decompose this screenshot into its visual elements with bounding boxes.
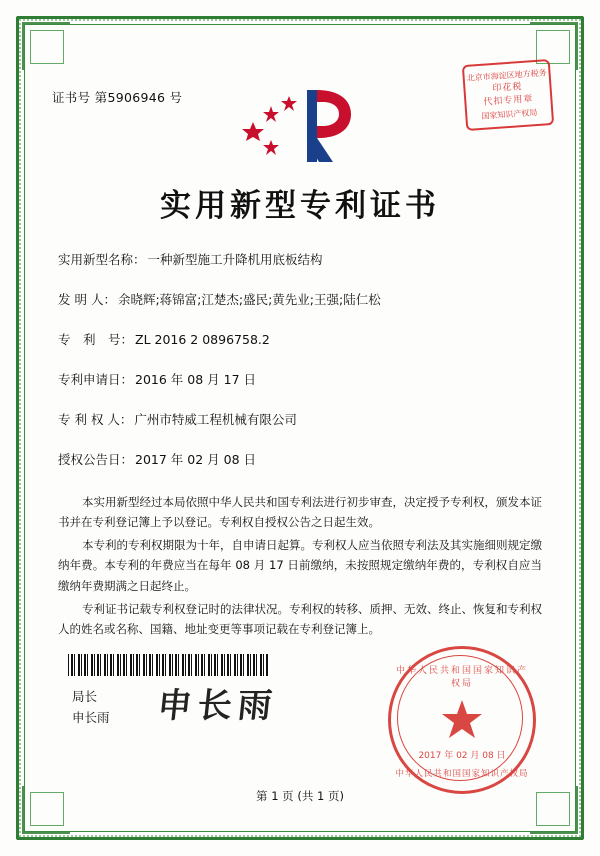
field-value-application-date: 2016 年 08 月 17 日 <box>135 372 257 387</box>
seal-top-text: 中华人民共和国国家知识产权局 <box>395 666 528 689</box>
field-patent-number <box>58 330 542 350</box>
field-value-patent-number: ZL 2016 2 0896758.2 <box>135 332 270 347</box>
field-value-patentee: 广州市特威工程机械有限公司 <box>134 412 297 427</box>
seal-star-icon <box>440 698 484 742</box>
field-grant-announcement-date <box>58 450 542 470</box>
field-application-date <box>58 370 542 390</box>
certificate-body <box>58 492 542 642</box>
page-footer: 第 1 页 (共 1 页) <box>256 789 344 803</box>
body-paragraph-3: 专利证书记载专利权登记时的法律状况。专利权的转移、质押、无效、终止、恢复和专利权人的姓名或名称、国籍、地址变更等事项记载在专利登记簿上。 <box>58 601 542 636</box>
tax-stamp-line2: 印花税 <box>492 81 523 94</box>
official-round-seal-icon <box>388 646 536 794</box>
cnipa-emblem-icon <box>235 82 365 170</box>
field-utility-model-name <box>58 250 542 270</box>
tax-stamp-icon <box>462 59 554 131</box>
field-label-grant-announcement-date: 授权公告日： <box>58 452 134 467</box>
certificate-number: 证书号 第5906946 号 <box>52 90 183 105</box>
seal-bottom-text: 中华人民共和国国家知识产权局 <box>395 769 529 779</box>
body-paragraph-2: 本专利的专利权期限为十年，自申请日起算。专利权人应当依照专利法及其实施细则规定缴纳年费。本专利的年费应当在每年 08 月 17 日前缴纳，未按照规定缴纳年费的，专利权自应当缴纳年费期满之日起终止。 <box>58 538 542 593</box>
tax-stamp-line1: 北京市海淀区地方税务 <box>466 67 547 83</box>
field-label-patent-number: 专 利 号： <box>58 332 134 347</box>
field-value-grant-announcement-date: 2017 年 02 月 08 日 <box>135 452 257 467</box>
tax-stamp-line3: 代扣专用章 <box>483 94 534 108</box>
field-inventors <box>58 290 542 310</box>
field-patentee <box>58 410 542 430</box>
tax-stamp-line4: 国家知识产权局 <box>481 107 538 121</box>
signature-role-label: 局长 <box>72 689 98 704</box>
certificate-fields <box>58 250 542 490</box>
barcode-icon <box>68 654 268 676</box>
field-label-application-date: 专利申请日： <box>58 372 134 387</box>
field-label-patentee: 专 利 权 人： <box>58 412 133 427</box>
field-label-inventors: 发 明 人： <box>58 292 116 307</box>
field-label-utility-model-name: 实用新型名称： <box>58 252 146 267</box>
signature-name-label: 申长雨 <box>72 710 110 726</box>
seal-date: 2017 年 02 月 08 日 <box>418 751 506 761</box>
signature-block <box>72 686 110 729</box>
handwritten-signature: 申长雨 <box>155 686 280 726</box>
body-paragraph-1: 本实用新型经过本局依照中华人民共和国专利法进行初步审查，决定授予专利权，颁发本证书并在专利登记簿上予以登记。专利权自授权公告之日起生效。 <box>58 495 542 530</box>
page-title: 实用新型专利证书 <box>160 188 440 224</box>
field-value-utility-model-name: 一种新型施工升降机用底板结构 <box>147 252 323 267</box>
field-value-inventors: 余晓辉;蒋锦富;江楚杰;盛民;黄先业;王强;陆仁松 <box>117 292 381 307</box>
certificate-content <box>40 40 560 816</box>
